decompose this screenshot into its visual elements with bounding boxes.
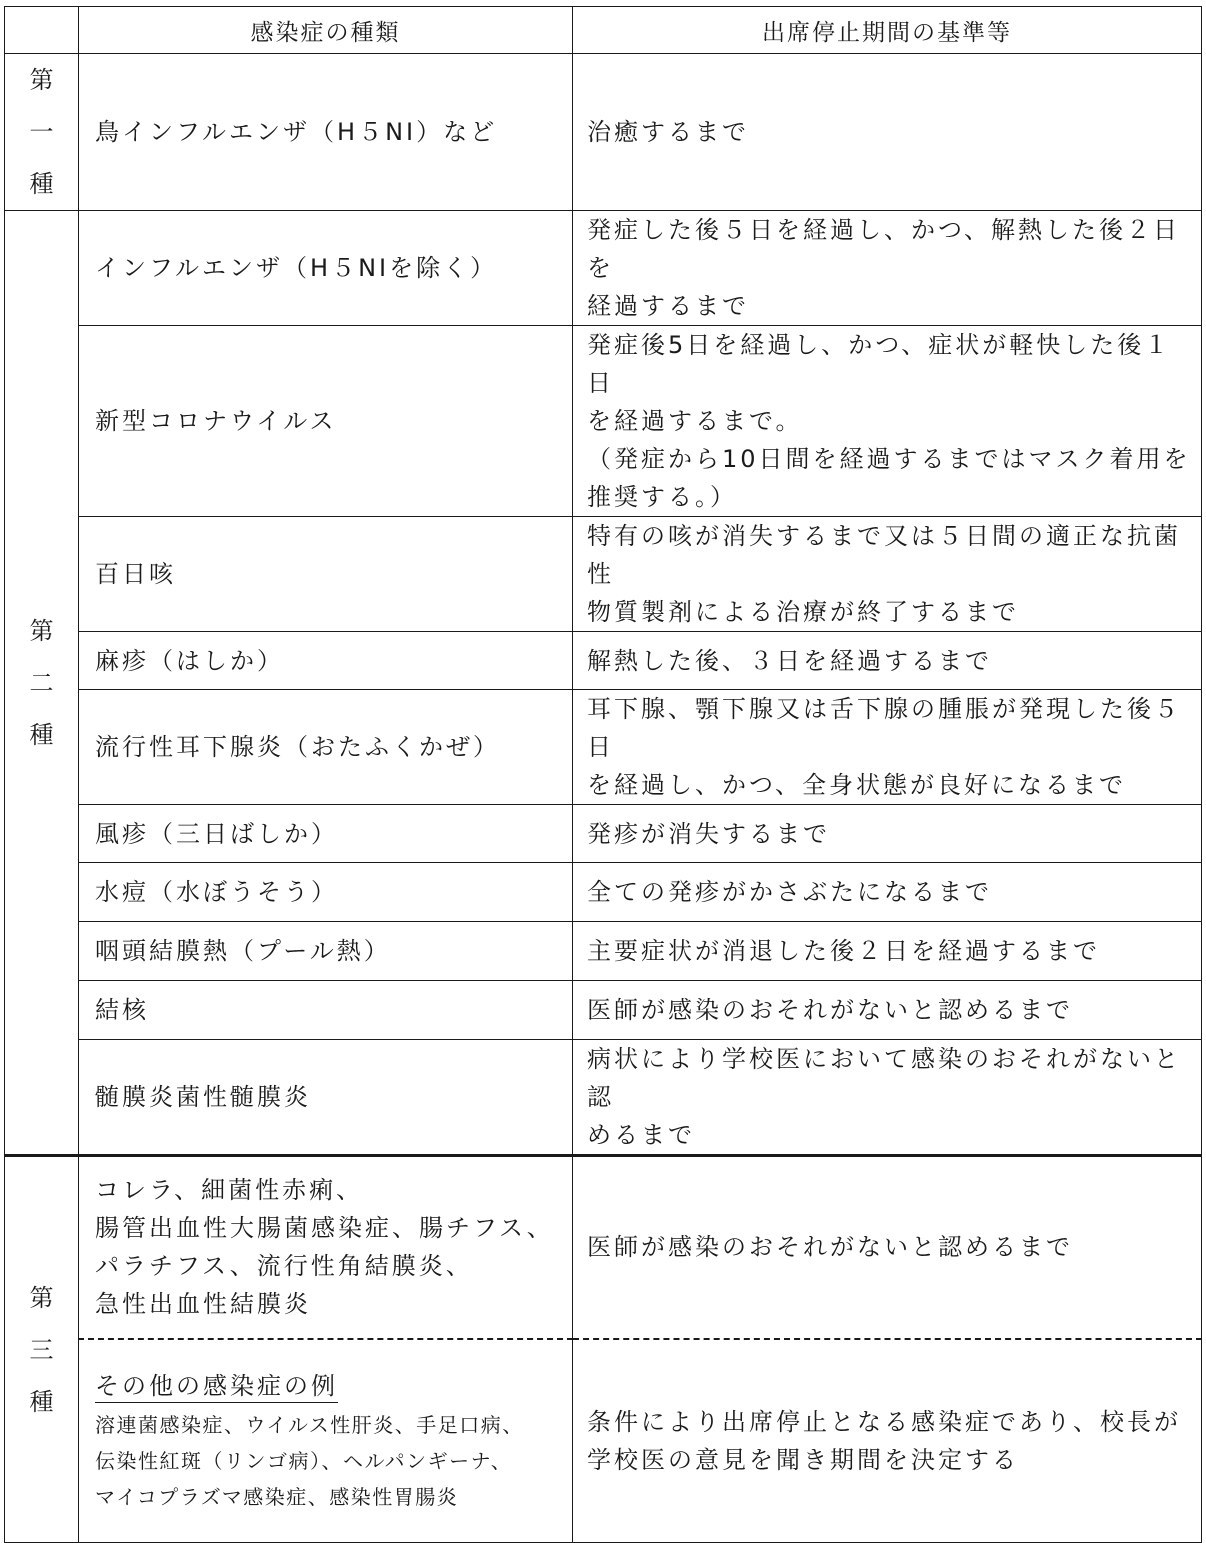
table-row — [5, 863, 1202, 922]
criteria-text: 発疹が消失するまで — [573, 805, 1202, 863]
criteria-text: 解熱した後、３日を経過するまで — [573, 632, 1202, 690]
table-row — [5, 632, 1202, 690]
criteria-text: 全ての発疹がかさぶたになるまで — [573, 863, 1202, 922]
table-row — [5, 54, 1202, 211]
criteria-text: 発症した後５日を経過し、かつ、解熱した後２日を 経過するまで — [573, 211, 1202, 326]
disease-name: 風疹（三日ばしか） — [79, 805, 573, 863]
header-blank-cell — [5, 7, 79, 54]
table-row — [5, 1040, 1202, 1156]
header-type-column: 感染症の種類 — [79, 7, 573, 54]
disease-name: 麻疹（はしか） — [79, 632, 573, 690]
table-row — [5, 805, 1202, 863]
criteria-text: 病状により学校医において感染のおそれがないと認 めるまで — [573, 1040, 1202, 1156]
other-diseases-list: 溶連菌感染症、ウイルス性肝炎、手足口病、 伝染性紅斑（リンゴ病）、ヘルパンギーナ、 マイコプラズマ感染症、感染性胃腸炎 — [95, 1412, 524, 1509]
other-diseases-cell — [79, 1339, 573, 1543]
infection-table — [4, 6, 1202, 1543]
header-criteria-column: 出席停止期間の基準等 — [573, 7, 1202, 54]
table-row — [5, 1156, 1202, 1339]
disease-name: 鳥インフルエンザ（H５NI）など — [79, 54, 573, 211]
disease-name: 結核 — [79, 981, 573, 1040]
category-label-type1: 第 一 種 — [5, 54, 79, 211]
criteria-text: 耳下腺、顎下腺又は舌下腺の腫脹が発現した後５日 を経過し、かつ、全身状態が良好になるまで — [573, 690, 1202, 805]
criteria-text: 医師が感染のおそれがないと認めるまで — [573, 981, 1202, 1040]
criteria-text: 条件により出席停止となる感染症であり、校長が 学校医の意見を聞き期間を決定する — [573, 1339, 1202, 1543]
table-row — [5, 981, 1202, 1040]
table-row — [5, 211, 1202, 326]
criteria-text: 医師が感染のおそれがないと認めるまで — [573, 1156, 1202, 1339]
criteria-text: 発症後5日を経過し、かつ、症状が軽快した後１日 を経過するまで。 （発症から10日間を経過するまではマスク着用を 推奨する。） — [573, 326, 1202, 517]
disease-name: インフルエンザ（H５NIを除く） — [79, 211, 573, 326]
disease-name: 流行性耳下腺炎（おたふくかぜ） — [79, 690, 573, 805]
criteria-text: 主要症状が消退した後２日を経過するまで — [573, 922, 1202, 981]
disease-name: 水痘（水ぼうそう） — [79, 863, 573, 922]
disease-name: 髄膜炎菌性髄膜炎 — [79, 1040, 573, 1156]
category-label-type3: 第 三 種 — [5, 1156, 79, 1543]
category-label-type2: 第 二 種 — [5, 211, 79, 1156]
table-row — [5, 922, 1202, 981]
disease-name: コレラ、細菌性赤痢、 腸管出血性大腸菌感染症、腸チフス、 パラチフス、流行性角結膜炎、 急性出血性結膜炎 — [79, 1156, 573, 1339]
table-row — [5, 1339, 1202, 1543]
disease-name: 咽頭結膜熱（プール熱） — [79, 922, 573, 981]
table-row — [5, 690, 1202, 805]
table-row — [5, 517, 1202, 632]
criteria-text: 治癒するまで — [573, 54, 1202, 211]
disease-name: 新型コロナウイルス — [79, 326, 573, 517]
disease-name: 百日咳 — [79, 517, 573, 632]
table-row — [5, 326, 1202, 517]
table-header-row — [5, 7, 1202, 54]
criteria-text: 特有の咳が消失するまで又は５日間の適正な抗菌性 物質製剤による治療が終了するまで — [573, 517, 1202, 632]
other-diseases-title: その他の感染症の例 — [95, 1370, 338, 1403]
